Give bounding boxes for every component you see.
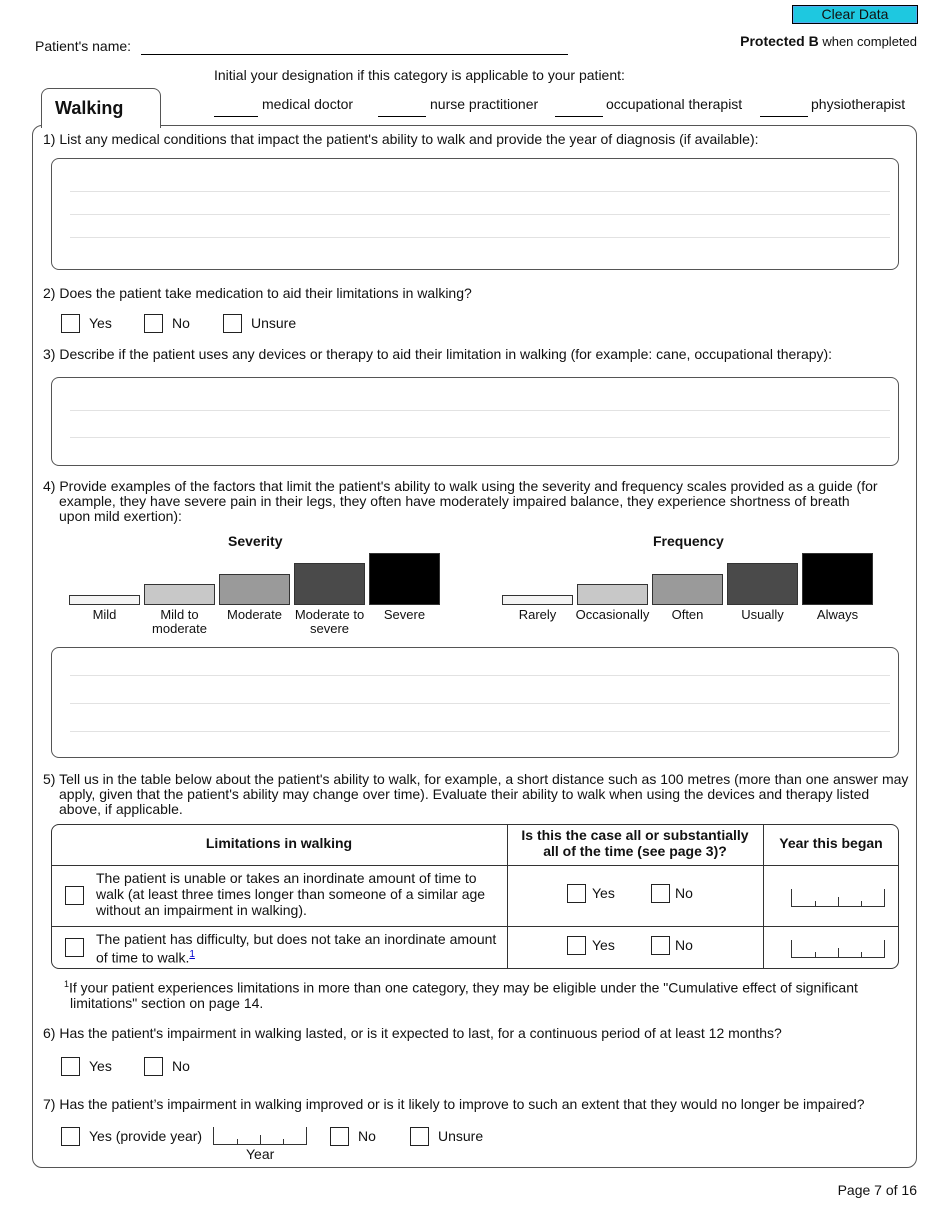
footnote-line-1: If your patient experiences limitations in more than one category, they may be eligible under the "Cumulative effect of significant	[69, 979, 858, 996]
frequency-bar-3	[652, 574, 723, 605]
col-header-all-time-line-2: all of the time (see page 3)?	[543, 843, 727, 859]
designation-label-physiotherapist: physiotherapist	[811, 96, 906, 112]
severity-bar-4	[294, 563, 365, 605]
severity-label-4: Moderate to severe	[294, 607, 365, 636]
severity-bar-5	[369, 553, 440, 605]
severity-bar-1	[69, 595, 140, 605]
designation-label-medical-doctor: medical doctor	[262, 96, 354, 112]
row1-yes-checkbox[interactable]	[567, 884, 586, 903]
q6-no-label: No	[172, 1058, 190, 1074]
col-header-all-time	[507, 827, 763, 859]
row2-no-label: No	[675, 937, 693, 953]
footnote	[64, 977, 858, 1011]
severity-bar-2	[144, 584, 215, 605]
protected-b-notice	[740, 33, 917, 49]
question-1: 1) List any medical conditions that impact the patient's ability to walk and provide the year of diagnosis (if available):	[43, 131, 759, 147]
designation-initial-medical-doctor[interactable]	[214, 97, 258, 117]
row2-limitation-checkbox[interactable]	[65, 938, 84, 957]
q7-no-label: No	[358, 1128, 376, 1144]
clear-data-button[interactable]: Clear Data	[792, 5, 918, 24]
row1-limitation-text	[96, 870, 485, 918]
row2-year-field[interactable]	[791, 940, 885, 958]
row2-yes-label: Yes	[592, 937, 615, 953]
question-2: 2) Does the patient take medication to aid their limitations in walking?	[43, 285, 472, 301]
frequency-label-5: Always	[816, 607, 859, 622]
q2-yes-checkbox[interactable]	[61, 314, 80, 333]
q2-no-checkbox[interactable]	[144, 314, 163, 333]
row2-text-line-2: of time to walk.	[96, 949, 190, 966]
frequency-title: Frequency	[653, 533, 724, 549]
frequency-bar-1	[502, 595, 573, 605]
protected-b-label: Protected B	[740, 33, 819, 49]
protected-b-suffix: when completed	[818, 34, 917, 49]
row2-text-line-1: The patient has difficulty, but does not take an inordinate amount	[96, 931, 497, 947]
question-5-line-2: apply, given that the patient's ability may change over time). Evaluate their ability to walk when using the devices and therapy listed	[59, 786, 870, 802]
severity-label-5: Severe	[383, 607, 426, 622]
tab-joiner	[42, 122, 160, 128]
row1-text-line-1: The patient is unable or takes an inordinate amount of time to	[96, 870, 477, 886]
q7-yes-checkbox[interactable]	[61, 1127, 80, 1146]
row1-limitation-checkbox[interactable]	[65, 886, 84, 905]
q7-year-caption: Year	[246, 1146, 275, 1162]
row1-no-label: No	[675, 885, 693, 901]
question-7: 7) Has the patient’s impairment in walking improved or is it likely to improve to such an extent that they would no longer be impaired?	[43, 1096, 865, 1112]
row1-year-field[interactable]	[791, 889, 885, 907]
q6-yes-checkbox[interactable]	[61, 1057, 80, 1076]
q7-year-field[interactable]	[213, 1127, 307, 1145]
q7-yes-label: Yes (provide year)	[89, 1128, 203, 1144]
designation-label-occupational-therapist: occupational therapist	[606, 96, 743, 112]
designation-initial-occupational-therapist[interactable]	[555, 97, 603, 117]
q3-answer-box[interactable]	[51, 377, 899, 466]
col-header-year-began: Year this began	[779, 835, 883, 851]
severity-label-2: Mild to moderate	[152, 607, 207, 636]
patient-name-label: Patient's name:	[35, 38, 132, 54]
designation-prompt: Initial your designation if this category is applicable to your patient:	[214, 67, 625, 83]
col-header-all-time-line-1: Is this the case all or substantially	[521, 827, 749, 843]
row1-text-line-3: without an impairment in walking).	[96, 902, 307, 918]
frequency-label-1: Rarely	[518, 607, 557, 622]
question-4-line-2: example, they have severe pain in their legs, they often have moderately impaired balance, they experience shortness of breath	[59, 493, 850, 509]
question-5-line-1: 5) Tell us in the table below about the patient's ability to walk, for example, a short distance such as 100 metres (more than one answer may	[43, 771, 909, 787]
frequency-label-2: Occasionally	[575, 607, 650, 622]
q7-no-checkbox[interactable]	[330, 1127, 349, 1146]
col-header-limitations: Limitations in walking	[205, 835, 353, 851]
page-number: Page 7 of 16	[837, 1182, 917, 1198]
section-tab-walking: Walking	[41, 88, 161, 128]
q2-unsure-checkbox[interactable]	[223, 314, 242, 333]
row2-no-checkbox[interactable]	[651, 936, 670, 955]
row1-no-checkbox[interactable]	[651, 884, 670, 903]
frequency-label-3: Often	[671, 607, 704, 622]
designation-initial-physiotherapist[interactable]	[760, 97, 808, 117]
q1-answer-box[interactable]	[51, 158, 899, 270]
question-3: 3) Describe if the patient uses any devices or therapy to aid their limitation in walking (for example: cane, occupational therapy):	[43, 346, 833, 362]
severity-label-3: Moderate	[227, 607, 282, 622]
row2-yes-checkbox[interactable]	[567, 936, 586, 955]
severity-title: Severity	[228, 533, 283, 549]
frequency-bar-2	[577, 584, 648, 605]
severity-label-1: Mild	[92, 607, 117, 622]
question-6: 6) Has the patient's impairment in walking lasted, or is it expected to last, for a continuous period of at least 12 months?	[43, 1025, 782, 1041]
frequency-label-4: Usually	[741, 607, 784, 622]
q7-unsure-checkbox[interactable]	[410, 1127, 429, 1146]
frequency-bar-5	[802, 553, 873, 605]
row2-limitation-text	[96, 931, 496, 966]
question-4-line-1: 4) Provide examples of the factors that limit the patient's ability to walk using the severity and frequency scales provided as a guide (for	[43, 478, 878, 494]
q2-no-label: No	[172, 315, 190, 331]
footnote-mark: 1	[64, 979, 70, 989]
question-4-line-3: upon mild exertion):	[59, 508, 182, 524]
row1-text-line-2: walk (at least three times longer than someone of a similar age	[96, 886, 486, 902]
question-5-line-3: above, if applicable.	[59, 801, 183, 817]
q2-unsure-label: Unsure	[251, 315, 297, 331]
designation-initial-nurse-practitioner[interactable]	[378, 97, 426, 117]
q7-unsure-label: Unsure	[438, 1128, 484, 1144]
severity-bar-3	[219, 574, 290, 605]
q6-no-checkbox[interactable]	[144, 1057, 163, 1076]
footnote-line-2: limitations" section on page 14.	[70, 994, 264, 1011]
patient-name-field[interactable]	[141, 35, 568, 55]
q4-answer-box[interactable]	[51, 647, 899, 758]
q6-yes-label: Yes	[89, 1058, 112, 1074]
designation-label-nurse-practitioner: nurse practitioner	[430, 96, 539, 112]
row1-yes-label: Yes	[592, 885, 615, 901]
q2-yes-label: Yes	[89, 315, 112, 331]
frequency-bar-4	[727, 563, 798, 605]
footnote-link[interactable]: 1	[189, 949, 195, 960]
